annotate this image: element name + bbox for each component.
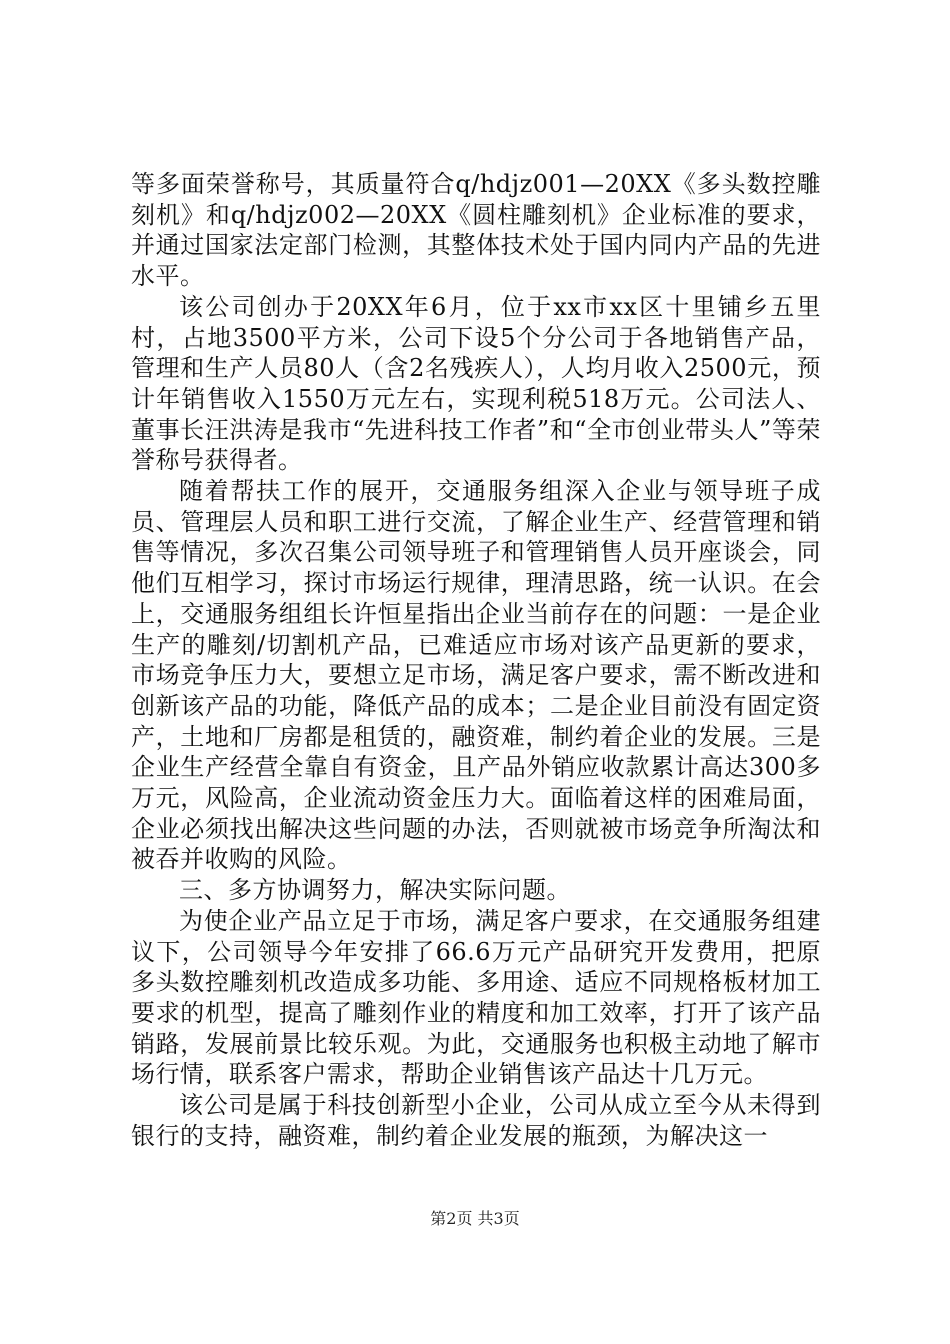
paragraph-financing: 该公司是属于科技创新型小企业，公司从成立至今从未得到银行的支持，融资难，制约着企业发展的瓶颈，为解决这一 (131, 1091, 821, 1150)
paragraph-continued: 等多面荣誉称号，其质量符合q/hdjz001—20XX《多头数控雕刻机》和q/hdjz002—20XX《圆柱雕刻机》企业标准的要求，并通过国家法定部门检测，其整体技术处于国内同内产品的先进水平。 (131, 170, 821, 291)
paragraph-product-development: 为使企业产品立足于市场，满足客户要求，在交通服务组建议下，公司领导今年安排了66.6万元产品研究开发费用，把原多头数控雕刻机改造成多功能、多用途、适应不同规格板材加工要求的机型，提高了雕刻作业的精度和加工效率，打开了该产品销路，发展前景比较乐观。为此，交通服务也积极主动地了解市场行情，联系客户需求，帮助企业销售该产品达十几万元。 (131, 906, 821, 1089)
document-body (131, 169, 821, 1152)
page-number-footer: 第2页 共3页 (430, 1209, 520, 1228)
section-heading: 三、多方协调努力，解决实际问题。 (179, 876, 571, 905)
paragraph-company-profile: 该公司创办于20XX年6月，位于xx市xx区十里铺乡五里村，占地3500平方米，公司下设5个分公司于各地销售产品，管理和生产人员80人（含2名残疾人），人均月收入2500元，预计年销售收入1550万元左右，实现利税518万元。公司法人、董事长汪洪涛是我市“先进科技工作者”和“全市创业带头人”等荣誉称号获得者。 (131, 292, 821, 475)
paragraph-assistance-work: 随着帮扶工作的展开，交通服务组深入企业与领导班子成员、管理层人员和职工进行交流，了解企业生产、经营管理和销售等情况，多次召集公司领导班子和管理销售人员开座谈会，同他们互相学习，探讨市场运行规律，理清思路，统一认识。在会上，交通服务组组长许恒星指出企业当前存在的问题：一是企业生产的雕刻/切割机产品，已难适应市场对该产品更新的要求，市场竞争压力大，要想立足市场，满足客户要求，需不断改进和创新该产品的功能，降低产品的成本；二是企业目前没有固定资产，土地和厂房都是租赁的，融资难，制约着企业的发展。三是企业生产经营全靠自有资金，且产品外销应收款累计高达300多万元，风险高，企业流动资金压力大。面临着这样的困难局面，企业必须找出解决这些问题的办法，否则就被市场竞争所淘汰和被吞并收购的风险。 (131, 477, 821, 874)
